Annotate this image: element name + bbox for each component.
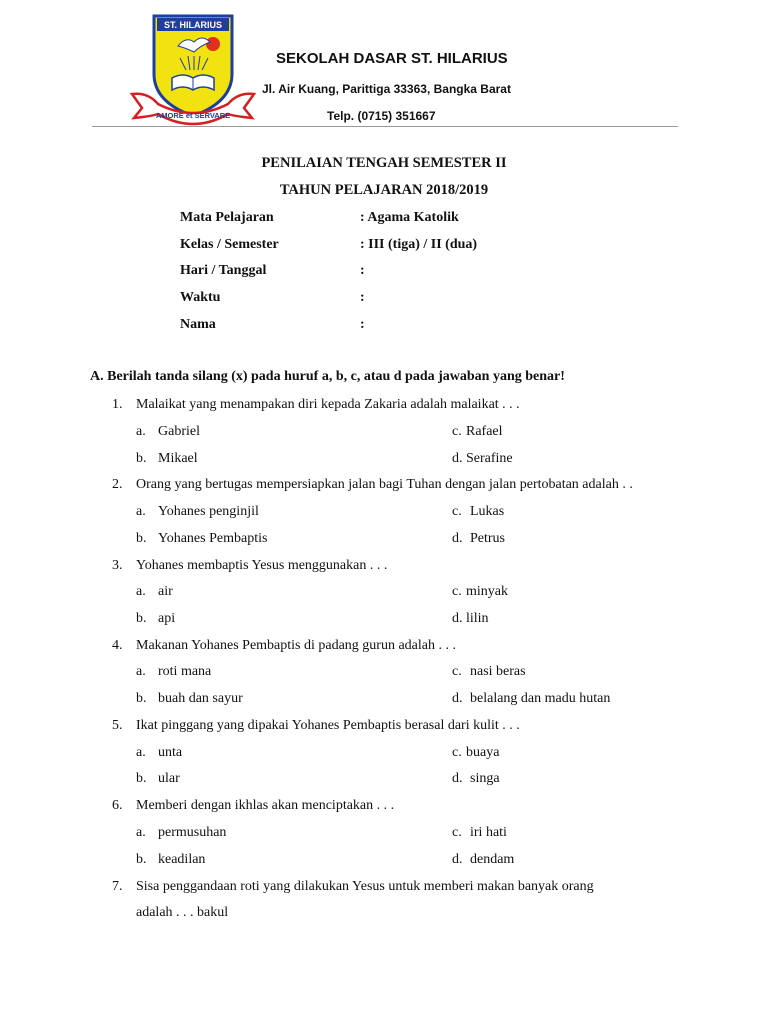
option-text: Serafine <box>466 451 513 466</box>
field-value: : <box>360 290 365 305</box>
question-text: Sisa penggandaan roti yang dilakukan Yesus untuk memberi makan banyak orang <box>136 879 594 894</box>
question-number: 2. <box>112 477 123 492</box>
question-text: Ikat pinggang yang dipakai Yohanes Pembaptis berasal dari kulit . . . <box>136 718 520 733</box>
option-text: Rafael <box>466 424 503 439</box>
field-value: : III (tiga) / II (dua) <box>360 237 478 252</box>
option-text: ular <box>158 771 180 786</box>
option-letter: c. <box>452 664 462 679</box>
question-text: Yohanes membaptis Yesus menggunakan . . . <box>136 558 388 573</box>
field-value: : <box>360 263 365 278</box>
option-letter: d. <box>452 451 463 466</box>
school-address: Jl. Air Kuang, Parittiga 33363, Bangka Barat <box>262 82 511 96</box>
option-text: Lukas <box>470 504 505 519</box>
option-text: belalang dan madu hutan <box>470 691 611 706</box>
field-label: Waktu <box>180 290 221 305</box>
field-label: Nama <box>180 317 216 332</box>
option-letter: c. <box>452 504 462 519</box>
question-number: 5. <box>112 718 123 733</box>
option-text: Yohanes Pembaptis <box>158 531 268 546</box>
option-letter: a. <box>136 664 146 679</box>
option-letter: c. <box>452 745 462 760</box>
question-number: 6. <box>112 798 123 813</box>
question-number: 1. <box>112 397 123 412</box>
option-letter: d. <box>452 852 463 867</box>
exam-year: TAHUN PELAJARAN 2018/2019 <box>279 182 489 198</box>
school-logo <box>128 12 258 132</box>
field-label: Mata Pelajaran <box>180 210 274 225</box>
logo-top-text: ST. HILARIUS <box>163 20 223 30</box>
option-letter: b. <box>136 771 147 786</box>
question-text: Memberi dengan ikhlas akan menciptakan . . . <box>136 798 395 813</box>
option-letter: a. <box>136 584 146 599</box>
field-label: Hari / Tanggal <box>180 263 267 278</box>
option-letter: d. <box>452 611 463 626</box>
option-letter: b. <box>136 852 147 867</box>
option-letter: d. <box>452 531 463 546</box>
option-letter: c. <box>452 584 462 599</box>
option-text: lilin <box>466 611 489 626</box>
option-text: minyak <box>466 584 508 599</box>
question-text-continued: adalah . . . bakul <box>136 905 229 920</box>
option-letter: a. <box>136 504 146 519</box>
option-letter: a. <box>136 825 146 840</box>
option-letter: b. <box>136 691 147 706</box>
field-label: Kelas / Semester <box>180 237 279 252</box>
question-text: Makanan Yohanes Pembaptis di padang gurun adalah . . . <box>136 638 456 653</box>
option-text: permusuhan <box>158 825 227 840</box>
option-text: Mikael <box>158 451 198 466</box>
option-text: buaya <box>466 745 500 760</box>
question-text: Orang yang bertugas mempersiapkan jalan bagi Tuhan dengan jalan pertobatan adalah . . <box>136 477 633 492</box>
question-number: 3. <box>112 558 123 573</box>
option-letter: b. <box>136 451 147 466</box>
option-text: Petrus <box>470 531 505 546</box>
option-letter: a. <box>136 424 146 439</box>
question-number: 7. <box>112 879 123 894</box>
option-text: dendam <box>470 852 515 867</box>
option-letter: b. <box>136 531 147 546</box>
option-letter: c. <box>452 825 462 840</box>
option-text: roti mana <box>158 664 212 679</box>
option-text: api <box>158 611 176 626</box>
school-phone: Telp. (0715) 351667 <box>327 109 436 123</box>
option-text: iri hati <box>470 825 507 840</box>
field-value: : Agama Katolik <box>360 210 459 225</box>
option-text: Gabriel <box>158 424 200 439</box>
option-letter: c. <box>452 424 462 439</box>
sun-icon <box>206 37 220 51</box>
option-text: air <box>158 584 173 599</box>
field-value: : <box>360 317 365 332</box>
option-text: Yohanes penginjil <box>158 504 259 519</box>
question-number: 4. <box>112 638 123 653</box>
logo-motto: AMORE et SERVARE <box>155 111 231 120</box>
option-letter: b. <box>136 611 147 626</box>
option-text: buah dan sayur <box>158 691 243 706</box>
exam-title: PENILAIAN TENGAH SEMESTER II <box>261 155 507 171</box>
header-divider <box>92 126 678 127</box>
section-a-heading: A. Berilah tanda silang (x) pada huruf a, b, c, atau d pada jawaban yang benar! <box>90 369 565 384</box>
question-text: Malaikat yang menampakan diri kepada Zakaria adalah malaikat . . . <box>136 397 520 412</box>
option-letter: d. <box>452 691 463 706</box>
option-text: nasi beras <box>470 664 526 679</box>
option-letter: d. <box>452 771 463 786</box>
option-letter: a. <box>136 745 146 760</box>
school-name: SEKOLAH DASAR ST. HILARIUS <box>276 50 508 67</box>
option-text: unta <box>158 745 183 760</box>
option-text: keadilan <box>158 852 206 867</box>
option-text: singa <box>470 771 500 786</box>
